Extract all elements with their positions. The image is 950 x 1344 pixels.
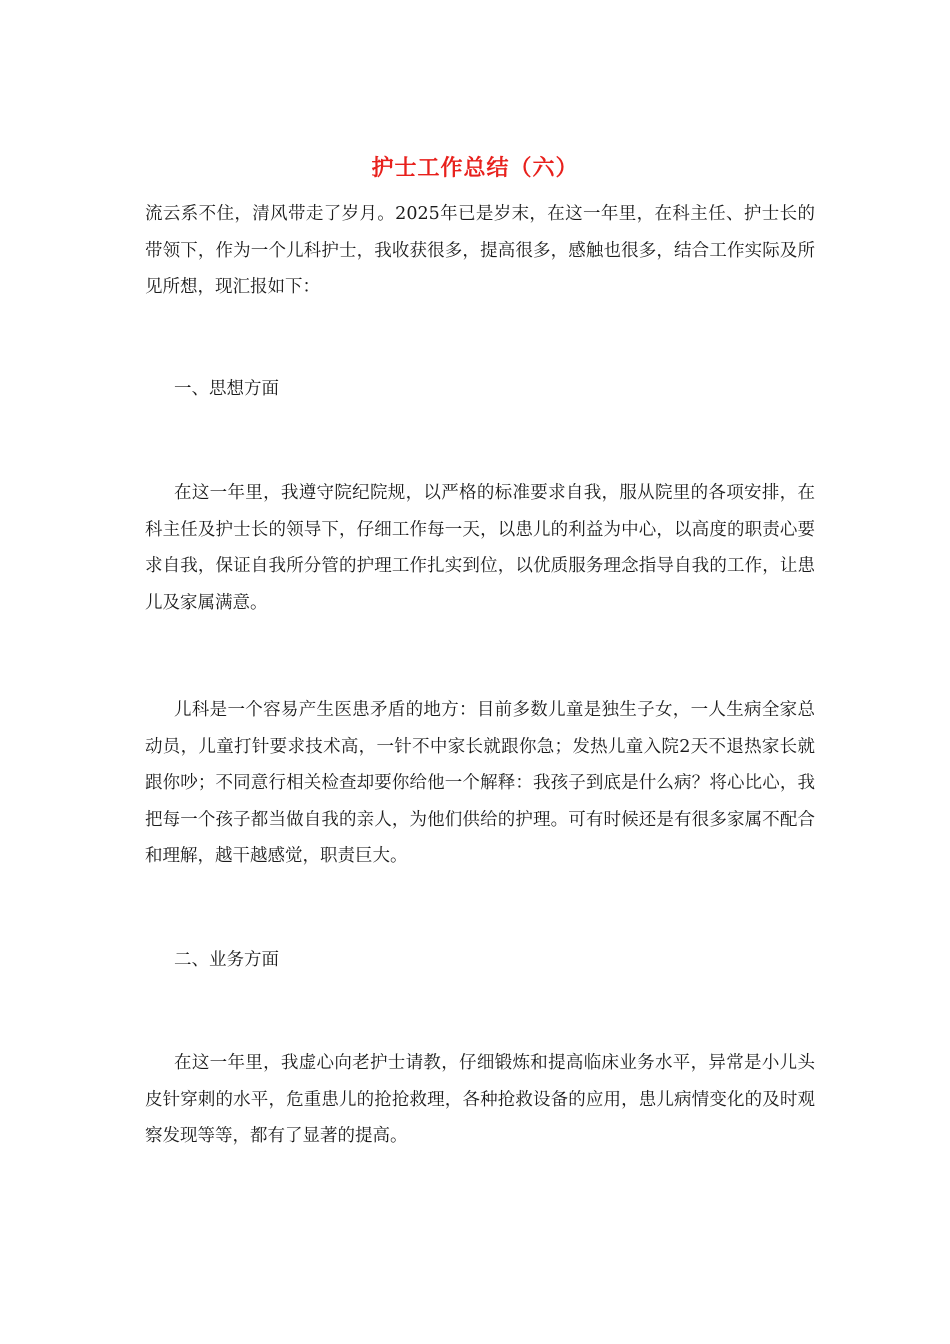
document-title: 护士工作总结（六） bbox=[371, 155, 579, 181]
intro-paragraph: 流云系不住，清风带走了岁月。2025年已是岁末，在这一年里，在科主任、护士长的带领下，作为一个儿科护士，我收获很多，提高很多，感触也很多，结合工作实际及所见所想，现汇报如下： bbox=[145, 204, 815, 297]
section1-heading: 一、思想方面 bbox=[174, 379, 279, 399]
section1-paragraph-2: 儿科是一个容易产生医患矛盾的地方：目前多数儿童是独生子女，一人生病全家总动员，儿童打针要求技术高，一针不中家长就跟你急；发热儿童入院2天不退热家长就跟你吵；不同意行相关检查却要你给他一个解释：我孩子到底是什么病？将心比心，我把每一个孩子都当做自我的亲人，为他们供给的护理。可有时候还是有很多家属不配合和理解，越干越感觉，职责巨大。 bbox=[145, 700, 815, 866]
section2-paragraph-1: 在这一年里，我虚心向老护士请教，仔细锻炼和提高临床业务水平，异常是小儿头皮针穿刺的水平，危重患儿的抢抢救理，各种抢救设备的应用，患儿病情变化的及时观察发现等等，都有了显著的提高。 bbox=[145, 1053, 815, 1146]
section1-paragraph-1: 在这一年里，我遵守院纪院规，以严格的标准要求自我，服从院里的各项安排，在科主任及护士长的领导下，仔细工作每一天，以患儿的利益为中心，以高度的职责心要求自我，保证自我所分管的护理工作扎实到位，以优质服务理念指导自我的工作，让患儿及家属满意。 bbox=[145, 483, 815, 613]
section2-heading: 二、业务方面 bbox=[174, 950, 279, 970]
